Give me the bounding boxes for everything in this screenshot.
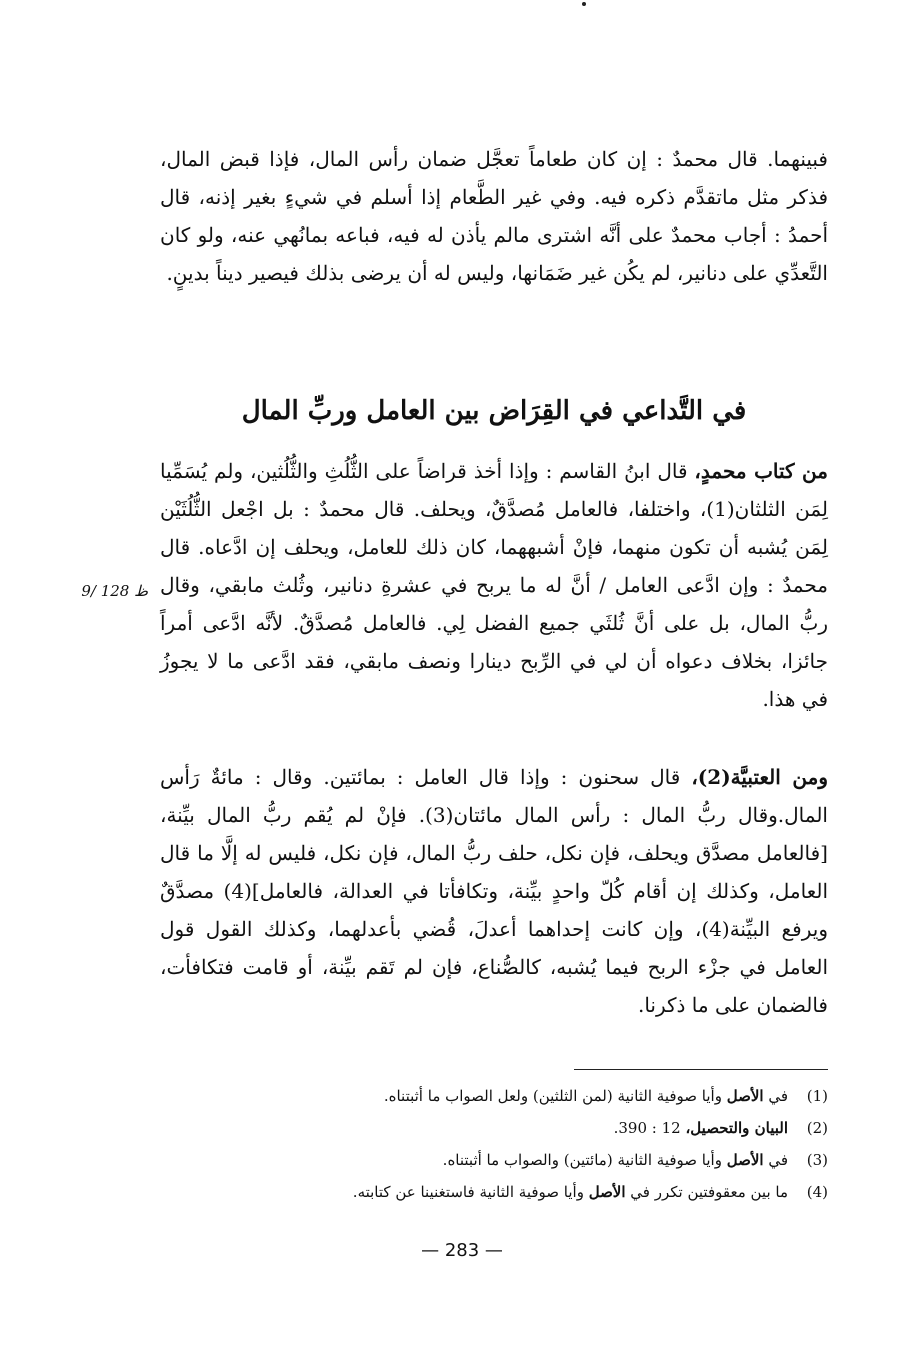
footnotes (300, 1080, 828, 1208)
page-number: — 283 — (421, 1240, 503, 1261)
footnote-text: في الأصل وأيا صوفية الثانية (لمن الثلثين) ولعل الصواب ما أثبتناه. (383, 1087, 788, 1105)
section-heading: في التَّداعي في القِرَاض بين العامل وربِّ المال (241, 396, 747, 426)
footnote-number: (1) (806, 1087, 828, 1105)
paragraph-2-text: قال ابنُ القاسم : وإذا أخذ قراضاً على الثُّلُثِ والثُّلُثين، ولم يُسَمِّيا لِمَن الثلثان(1)، واختلفا، فالعامل مُصدَّقٌ، ويحلف. قال محمدٌ : بل اجْعل الثُّلُثَيْن لِمَن يُشبه أن تكون منهما، فإنْ أشبههما، كان ذلك للعامل، ويحلف إن ادَّعاه. قال محمدٌ : وإن ادَّعى العامل / أنَّ له ما يربح في عشرةِ دنانير، وثُلث مابقي، وقال ربُّ المال، بل على أنَّ ثُلثَي جميع الفضل لِي. فالعامل مُصدَّقٌ. لأنَّه ادَّعى أمراً جائزا، بخلاف دعواه أن لي في الرِّبح دينارا ونصف مابقي، فقد ادَّعى ما لا يجوزُ في هذا. (160, 459, 828, 711)
paragraph-2 (160, 452, 828, 718)
paragraph-3-text: قال سحنون : وإذا قال العامل : بمائتين. وقال : مائةٌ رَأس المال.وقال ربُّ المال : رأس المال مائتان(3). فإنْ لم يُقم ربُّ المال بيِّنة، [فالعامل مصدَّق ويحلف، فإن نكل، حلف ربُّ المال، فإن نكل، فليس له إلَّا ما قال العامل، وكذلك إن أقام كُلّ واحدٍ بيِّنة، وتكافأتا في العدالة، فالعامل](4) مصدَّقٌ ويرفع البيِّنة(4)، وإن كانت إحداهما أعدلَ، قُضي بأعدلهما، وكذلك القول قول العامل في جزْء الربح فيما يُشبه، كالصُّناع، فإن لم تَقم بيِّنة، أو قامت فتكافأت، فالضمان على ما ذكرنا. (160, 765, 829, 1017)
footnote (300, 1080, 828, 1112)
footnote (300, 1176, 828, 1208)
ink-dot (582, 2, 586, 6)
paragraph-3 (160, 758, 828, 1024)
manuscript-folio-note: 9/ 128 ظ (81, 582, 148, 600)
footnote-number: (3) (806, 1151, 828, 1169)
paragraph-3-lead: ومن العتبيَّة(2)، (691, 765, 828, 789)
footnote-text: في الأصل وأيا صوفية الثانية (مائتين) والصواب ما أثبتناه. (442, 1151, 788, 1169)
paragraph-1 (160, 140, 828, 292)
footnote-number: (2) (806, 1119, 828, 1137)
footnote-text: ما بين معقوفتين تكرر في الأصل وأيا صوفية الثانية فاستغنينا عن كتابته. (352, 1183, 788, 1201)
paragraph-1-text: فبينهما. قال محمدٌ : إن كان طعاماً تعجَّل ضمان رأس المال، فإذا قبض المال، فذكر مثل ماتقدَّم ذكره فيه. وفي غير الطَّعام إذا أسلم في شيءٍ بغير إذنه، قال أحمدُ : أجاب محمدٌ على أنَّه اشترى مالم يأذن له فيه، فباعه بمانُهي عنه، ولو كان التَّعدِّي على دنانير، لم يكُن غير ضَمَانها، وليس له أن يرضى بذلك فيصير ديناً بدينٍ. (160, 147, 828, 285)
footnote (300, 1144, 828, 1176)
paragraph-2-lead: من كتاب محمدٍ، (694, 459, 828, 483)
footnote (300, 1112, 828, 1144)
footnote-number: (4) (806, 1183, 828, 1201)
footnote-divider (574, 1069, 828, 1070)
footnote-text: البيان والتحصيل، 12 : 390. (613, 1119, 788, 1137)
